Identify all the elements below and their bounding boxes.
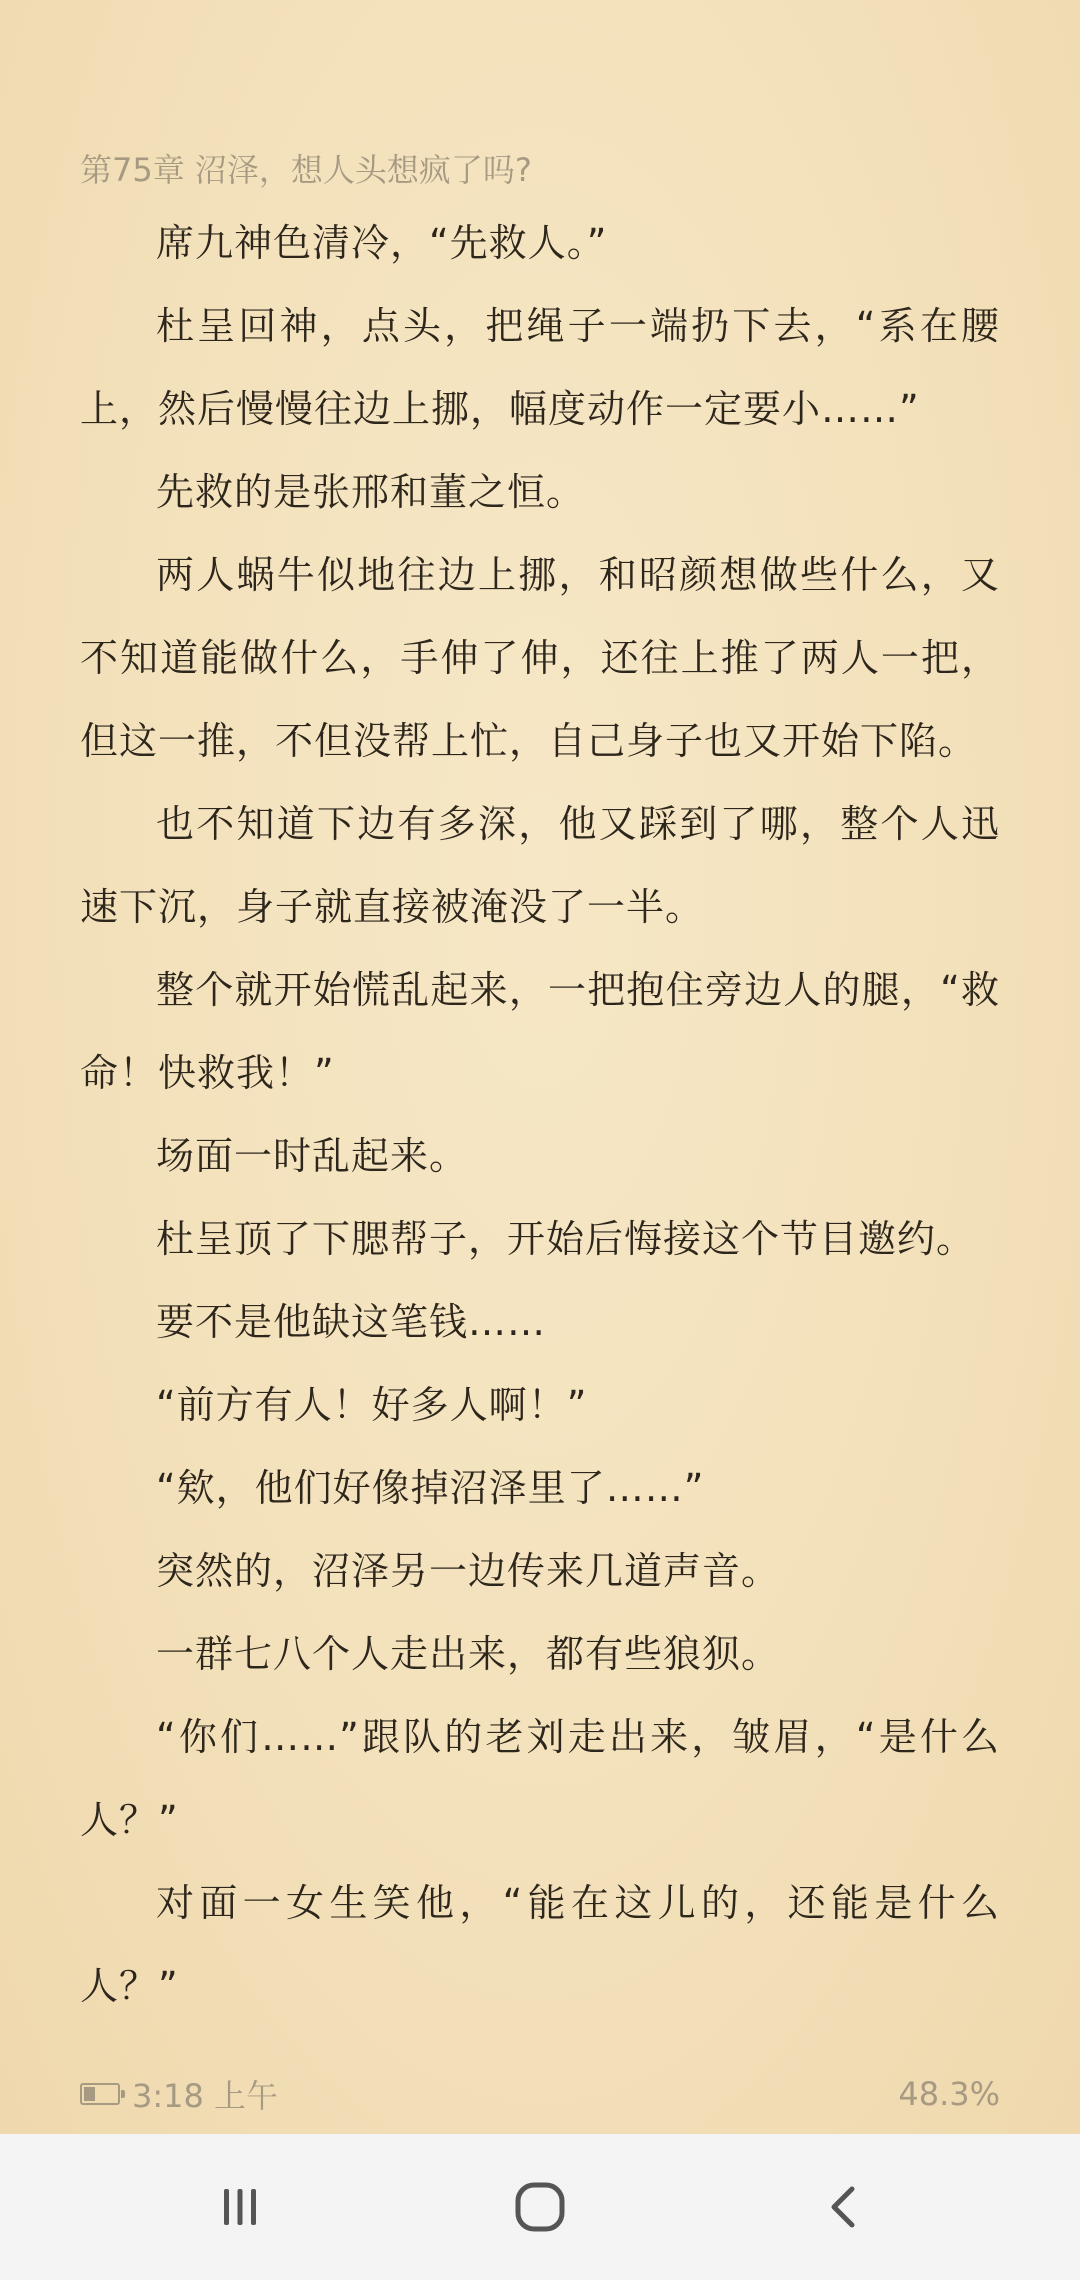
recents-icon — [216, 2183, 264, 2231]
status-left — [80, 2071, 278, 2117]
clock-time: 3:18 上午 — [132, 2077, 279, 2115]
paragraph: 对面一女生笑他，“能在这儿的，还能是什么人？” — [80, 1881, 1000, 2008]
paragraph: “欸，他们好像掉沼泽里了……” — [156, 1466, 705, 1510]
reading-progress: 48.3% — [898, 2075, 1000, 2113]
paragraph: “你们……”跟队的老刘走出来，皱眉，“是什么人？” — [80, 1715, 1000, 1842]
paragraph: 杜呈回神，点头，把绳子一端扔下去，“系在腰上，然后慢慢往边上挪，幅度动作一定要小……” — [80, 304, 1000, 431]
back-icon — [820, 2183, 868, 2231]
paragraph: 两人蜗牛似地往边上挪，和昭颜想做些什么，又不知道能做什么，手伸了伸，还往上推了两人一把，但这一推，不但没帮上忙，自己身子也又开始下陷。 — [80, 553, 1000, 763]
back-button[interactable] — [804, 2167, 884, 2247]
paragraph: 整个就开始慌乱起来，一把抱住旁边人的腿，“救命！快救我！” — [80, 968, 1000, 1095]
paragraph: 席九神色清冷，“先救人。” — [156, 221, 608, 265]
paragraph: 先救的是张邢和董之恒。 — [156, 470, 586, 514]
reader-status-bar — [80, 2072, 1000, 2116]
paragraph: 一群七八个人走出来，都有些狼狈。 — [156, 1632, 781, 1676]
paragraph: 场面一时乱起来。 — [156, 1134, 469, 1178]
paragraph: 要不是他缺这笔钱…… — [156, 1300, 547, 1344]
home-button[interactable] — [500, 2167, 580, 2247]
home-icon — [512, 2179, 568, 2235]
battery-icon — [80, 2083, 120, 2105]
system-navigation-bar — [0, 2134, 1080, 2280]
paragraph: 也不知道下边有多深，他又踩到了哪，整个人迅速下沉，身子就直接被淹没了一半。 — [80, 802, 1000, 929]
paragraph: “前方有人！好多人啊！” — [156, 1383, 588, 1427]
paragraph: 突然的，沼泽另一边传来几道声音。 — [156, 1549, 781, 1593]
recents-button[interactable] — [200, 2167, 280, 2247]
paragraph: 杜呈顶了下腮帮子，开始后悔接这个节目邀约。 — [156, 1217, 976, 1261]
chapter-title: 第75章 沼泽，想人头想疯了吗? — [80, 151, 532, 189]
chapter-content — [80, 202, 1000, 2028]
battery-level-fill — [84, 2087, 95, 2101]
